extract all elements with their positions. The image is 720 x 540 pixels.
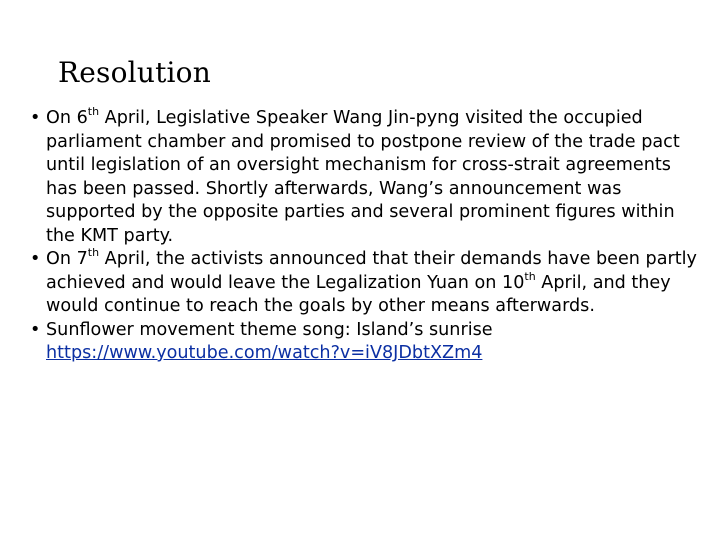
bullet-text: Sunflower movement theme song: Island’s sunrise (46, 319, 493, 340)
youtube-link[interactable]: https://www.youtube.com/watch?v=iV8JDbtXZm4 (46, 343, 483, 363)
bullet-text-post: April, Legislative Speaker Wang Jin-pyng visited the occupied parliament chamber and promised to postpone review of the trade pact until legislation of an oversight mechanism for cross-strait agreements has been passed. Shortly afterwards, Wang’s announcement was supported by the opposite parties and several prominent figures within the KMT party. (46, 108, 680, 246)
bullet-item-2 (30, 248, 700, 319)
ordinal-suffix: th (524, 269, 536, 283)
bullet-marker: • (30, 108, 41, 128)
bullet-marker: • (30, 249, 41, 269)
bullet-item-1 (30, 107, 700, 248)
ordinal-suffix: th (87, 246, 100, 260)
ordinal-suffix: th (87, 105, 100, 119)
bullet-marker: • (30, 319, 41, 340)
bullet-text-pre: On 6 (46, 108, 88, 128)
bullet-text-post: April, and they would continue to reach the goals by other means afterwards. (46, 272, 671, 316)
bullet-list (30, 107, 700, 366)
bullet-text-mid: April, the activists announced that their demands have been partly achieved and would leave the Legalization Yuan on 10 (46, 249, 697, 293)
slide-title: Resolution (58, 56, 211, 89)
bullet-text-pre: On 7 (46, 249, 88, 269)
bullet-item-3 (30, 319, 700, 366)
